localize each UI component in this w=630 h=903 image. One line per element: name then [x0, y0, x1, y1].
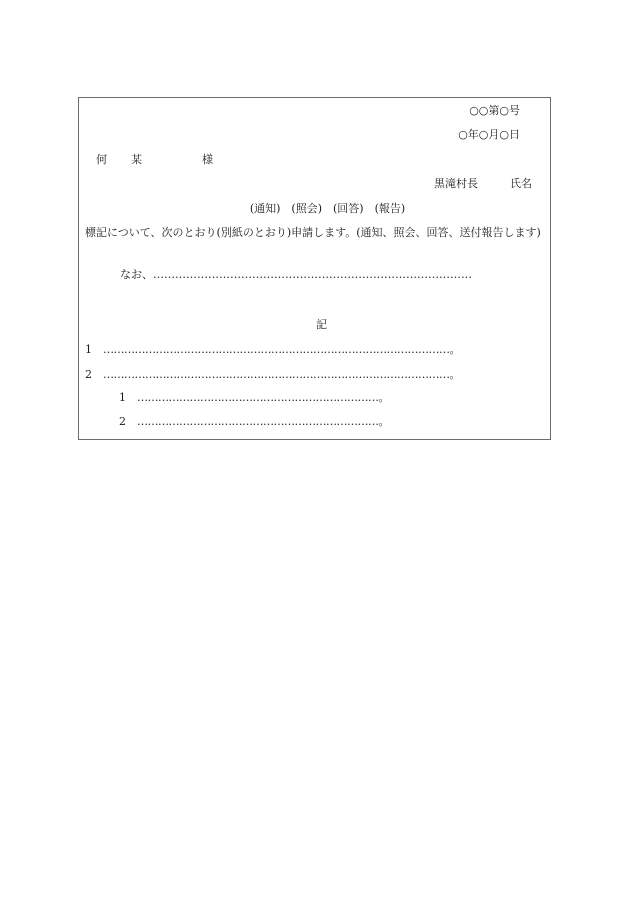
item-text: ………………………………………………………………………………………。 — [103, 343, 460, 356]
sub-item-text: ……………………………………………………………。 — [137, 415, 389, 428]
item-number: 1 — [85, 343, 92, 356]
addressee-name-1: 何 — [96, 153, 107, 166]
sender-title: 黒滝村長 — [434, 177, 478, 190]
document-frame — [78, 97, 551, 440]
document-date: ○年○月○日 — [458, 128, 520, 141]
sub-item-number: 2 — [119, 415, 126, 428]
list-item — [85, 343, 460, 357]
subject-line: (通知) (照会) (回答) (報告) — [249, 202, 406, 215]
sub-list-item — [119, 391, 389, 405]
reference-number: ○○第○号 — [469, 104, 520, 117]
addressee-name-2: 某 — [131, 153, 142, 166]
list-item — [85, 368, 460, 382]
sender-name: 氏名 — [510, 177, 532, 190]
addressee-honorific: 様 — [202, 153, 213, 166]
item-number: 2 — [85, 368, 92, 381]
section-heading: 記 — [316, 318, 327, 331]
addressee — [96, 153, 213, 167]
item-text: ………………………………………………………………………………………。 — [103, 368, 460, 381]
sub-item-text: ……………………………………………………………。 — [137, 391, 389, 404]
sub-list-item — [119, 415, 389, 429]
body-text: 標記について、次のとおり(別紙のとおり)申請します。(通知、照会、回答、送付報告します) — [85, 226, 541, 239]
note-line: なお、…………………………………………………………………………… — [120, 268, 472, 281]
sub-item-number: 1 — [119, 391, 126, 404]
sender — [434, 177, 532, 191]
